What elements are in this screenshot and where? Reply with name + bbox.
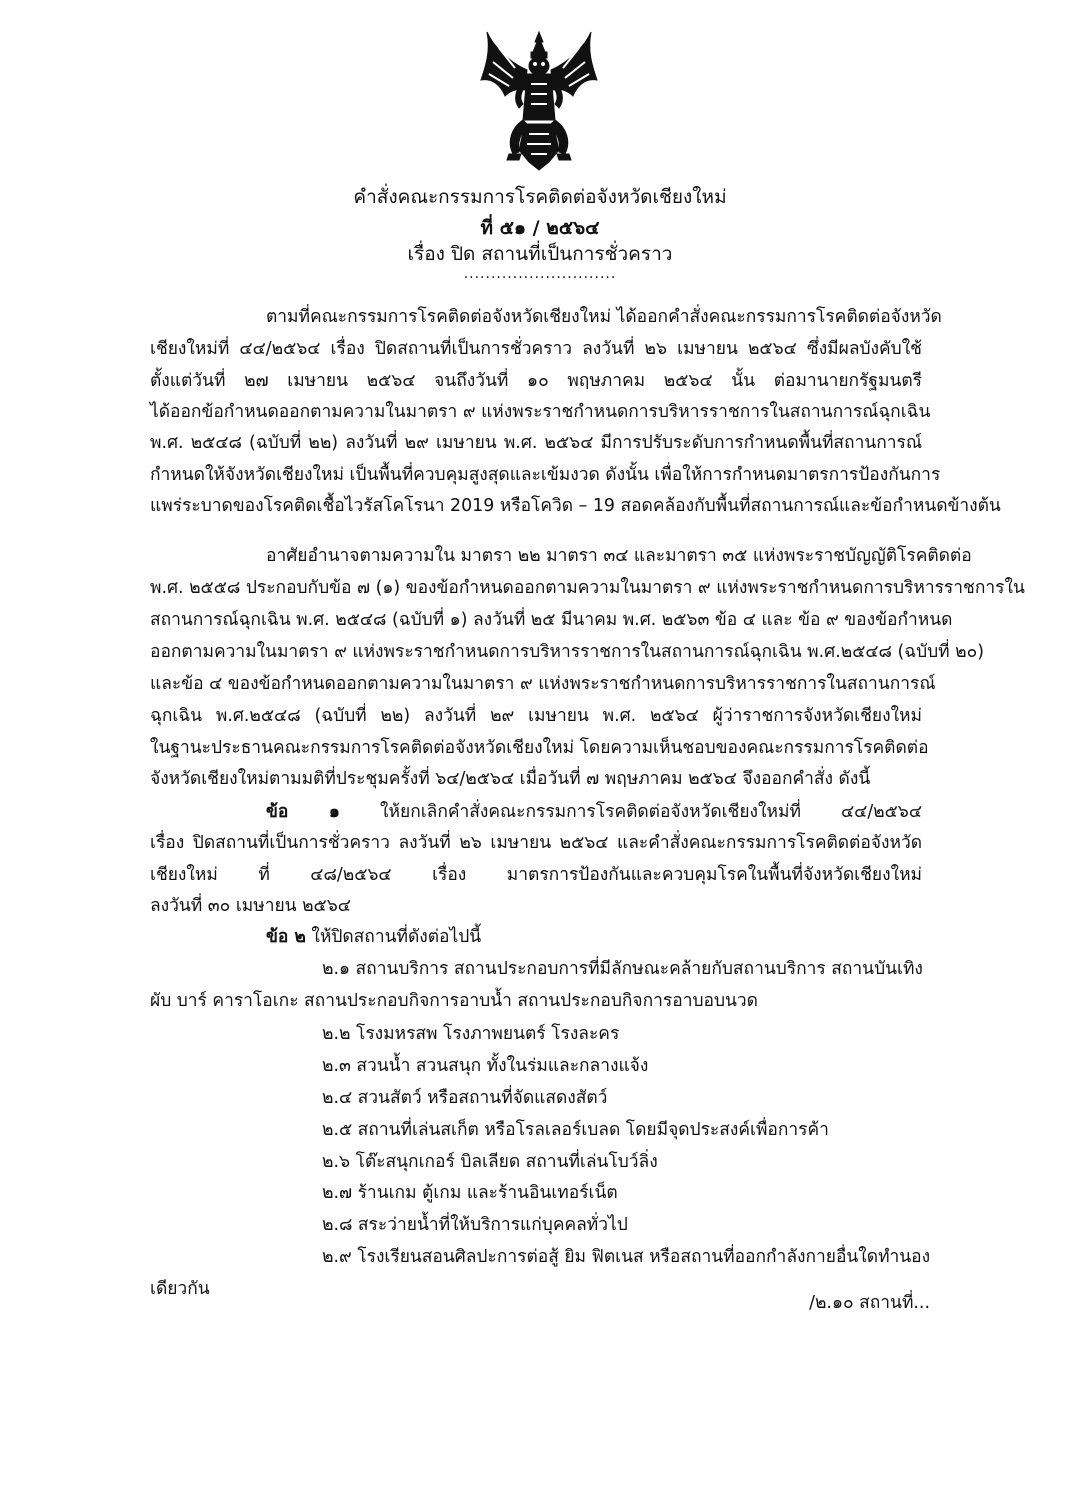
para2-line: ฉุกเฉิน พ.ศ.๒๕๔๘ (ฉบับที่ ๒๒) ลงวันที่ ๒๙ เมษายน พ.ศ. ๒๕๖๔ ผู้ว่าราชการจังหวัดเชียงใหม่ [150, 706, 922, 726]
garuda-emblem [478, 28, 600, 178]
para1-line: ตามที่คณะกรรมการโรคติดต่อจังหวัดเชียงใหม่ ได้ออกคำสั่งคณะกรรมการโรคติดต่อจังหวัด [266, 307, 942, 327]
clause2-item: ๒.๗ ร้านเกม ตู้เกม และร้านอินเทอร์เน็ต [322, 1183, 618, 1203]
para2-line: พ.ศ. ๒๕๕๘ ประกอบกับข้อ ๗ (๑) ของข้อกำหนดออกตามความในมาตรา ๙ แห่งพระราชกำหนดการบริหารราชการใน [150, 578, 1025, 598]
clause2-item: ๒.๓ สวนน้ำ สวนสนุก ทั้งในร่มและกลางแจ้ง [322, 1056, 649, 1076]
para1-line: ได้ออกข้อกำหนดออกตามความในมาตรา ๙ แห่งพระราชกำหนดการบริหารราชการในสถานการณ์ฉุกเฉิน [150, 402, 931, 422]
para2-line: ในฐานะประธานคณะกรรมการโรคติดต่อจังหวัดเชียงใหม่ โดยความเห็นชอบของคณะกรรมการโรคติดต่อ [150, 738, 929, 758]
clause1-label: ข้อ ๑ [266, 802, 340, 822]
clause2-item: ๒.๖ โต๊ะสนุกเกอร์ บิลเลียด สถานที่เล่นโบว์ลิ่ง [322, 1152, 658, 1172]
order-subject: เรื่อง ปิด สถานที่เป็นการชั่วคราว [407, 243, 673, 265]
header-divider: ............................ [463, 266, 617, 282]
clause2-first-line [266, 922, 922, 952]
para2-line: ออกตามความในมาตรา ๙ แห่งพระราชกำหนดการบริหารราชการในสถานการณ์ฉุกเฉิน พ.ศ.๒๕๔๘ (ฉบับที่ ๒๐) [150, 642, 985, 662]
clause1-line: เรื่อง ปิดสถานที่เป็นการชั่วคราว ลงวันที่ ๒๖ เมษายน ๒๕๖๔ และคำสั่งคณะกรรมการโรคติดต่อจังหวัด [150, 833, 922, 853]
clause2-item: ๒.๙ โรงเรียนสอนศิลปะการต่อสู้ ยิม ฟิตเนส หรือสถานที่ออกกำลังกายอื่นใดทำนอง [322, 1247, 931, 1267]
para1-line: กำหนดให้จังหวัดเชียงใหม่ เป็นพื้นที่ควบคุมสูงสุดและเข้มงวด ดังนั้น เพื่อให้การกำหนดมาตรการป้องกันการ [150, 465, 941, 485]
clause2-item: ๒.๑ สถานบริการ สถานประกอบการที่มีลักษณะคล้ายกับสถานบริการ สถานบันเทิง [322, 959, 923, 979]
order-title: คำสั่งคณะกรรมการโรคติดต่อจังหวัดเชียงใหม่ [353, 186, 727, 208]
para1-line: แพร่ระบาดของโรคติดเชื้อไวรัสโคโรนา 2019 หรือโควิด – 19 สอดคล้องกับพื้นที่สถานการณ์และข้อกำหนดข้างต้น [150, 496, 1001, 516]
para2-line: อาศัยอำนาจตามความใน มาตรา ๒๒ มาตรา ๓๔ และมาตรา ๓๕ แห่งพระราชบัญญัติโรคติดต่อ [266, 546, 972, 566]
para1-line: ตั้งแต่วันที่ ๒๗ เมษายน ๒๕๖๔ จนถึงวันที่ ๑๐ พฤษภาคม ๒๕๖๔ นั้น ต่อมานายกรัฐมนตรี [150, 371, 922, 391]
clause1-line: ลงวันที่ ๓๐ เมษายน ๒๕๖๔ [150, 896, 351, 916]
para2-line: จังหวัดเชียงใหม่ตามมติที่ประชุมครั้งที่ ๖๔/๒๕๖๔ เมื่อวันที่ ๗ พฤษภาคม ๒๕๖๔ จึงออกคำสั่ง ดังนี้ [150, 769, 871, 789]
clause2-label: ข้อ ๒ [266, 927, 306, 947]
clause1-text: ให้ยกเลิกคำสั่งคณะกรรมการโรคติดต่อจังหวัดเชียงใหม่ที่ ๔๔/๒๕๖๔ [380, 802, 923, 822]
order-number: ที่ ๕๑ / ๒๕๖๔ [480, 217, 600, 239]
clause2-text: ให้ปิดสถานที่ดังต่อไปนี้ [311, 927, 482, 947]
clause2-item-cont: ผับ บาร์ คาราโอเกะ สถานประกอบกิจการอาบน้ำ สถานประกอบกิจการอาบอบนวด [150, 991, 758, 1011]
para2-line: และข้อ ๔ ของข้อกำหนดออกตามความในมาตรา ๙ แห่งพระราชกำหนดการบริหารราชการในสถานการณ์ [150, 674, 936, 694]
clause2-item: ๒.๕ สถานที่เล่นสเก็ต หรือโรลเลอร์เบลด โดยมีจุดประสงค์เพื่อการค้า [322, 1120, 829, 1140]
clause2-item: ๒.๘ สระว่ายน้ำที่ให้บริการแก่บุคคลทั่วไป [322, 1215, 628, 1235]
clause2-item: ๒.๒ โรงมหรสพ โรงภาพยนตร์ โรงละคร [322, 1024, 620, 1044]
para1-line: พ.ศ. ๒๕๔๘ (ฉบับที่ ๒๒) ลงวันที่ ๒๙ เมษายน พ.ศ. ๒๕๖๔ มีการปรับระดับการกำหนดพื้นที่สถานการณ์ [150, 433, 922, 453]
clause2-item: ๒.๔ สวนสัตว์ หรือสถานที่จัดแสดงสัตว์ [322, 1088, 608, 1108]
para1-line: เชียงใหม่ที่ ๔๔/๒๕๖๔ เรื่อง ปิดสถานที่เป็นการชั่วคราว ลงวันที่ ๒๖ เมษายน ๒๕๖๔ ซึ่งมีผลบังคับใช้ [150, 339, 922, 359]
clause1-line: เชียงใหม่ ที่ ๔๘/๒๕๖๔ เรื่อง มาตรการป้องกันและควบคุมโรคในพื้นที่จังหวัดเชียงใหม่ [150, 865, 922, 885]
para2-line: สถานการณ์ฉุกเฉิน พ.ศ. ๒๕๔๘ (ฉบับที่ ๑) ลงวันที่ ๒๕ มีนาคม พ.ศ. ๒๕๖๓ ข้อ ๔ และ ข้อ ๙ ของข้อกำหนด [150, 610, 953, 630]
clause1-first-line [266, 797, 922, 827]
continuation-marker: /๒.๑๐ สถานที่... [809, 1293, 930, 1313]
clause2-item-cont: เดียวกัน [150, 1279, 210, 1299]
